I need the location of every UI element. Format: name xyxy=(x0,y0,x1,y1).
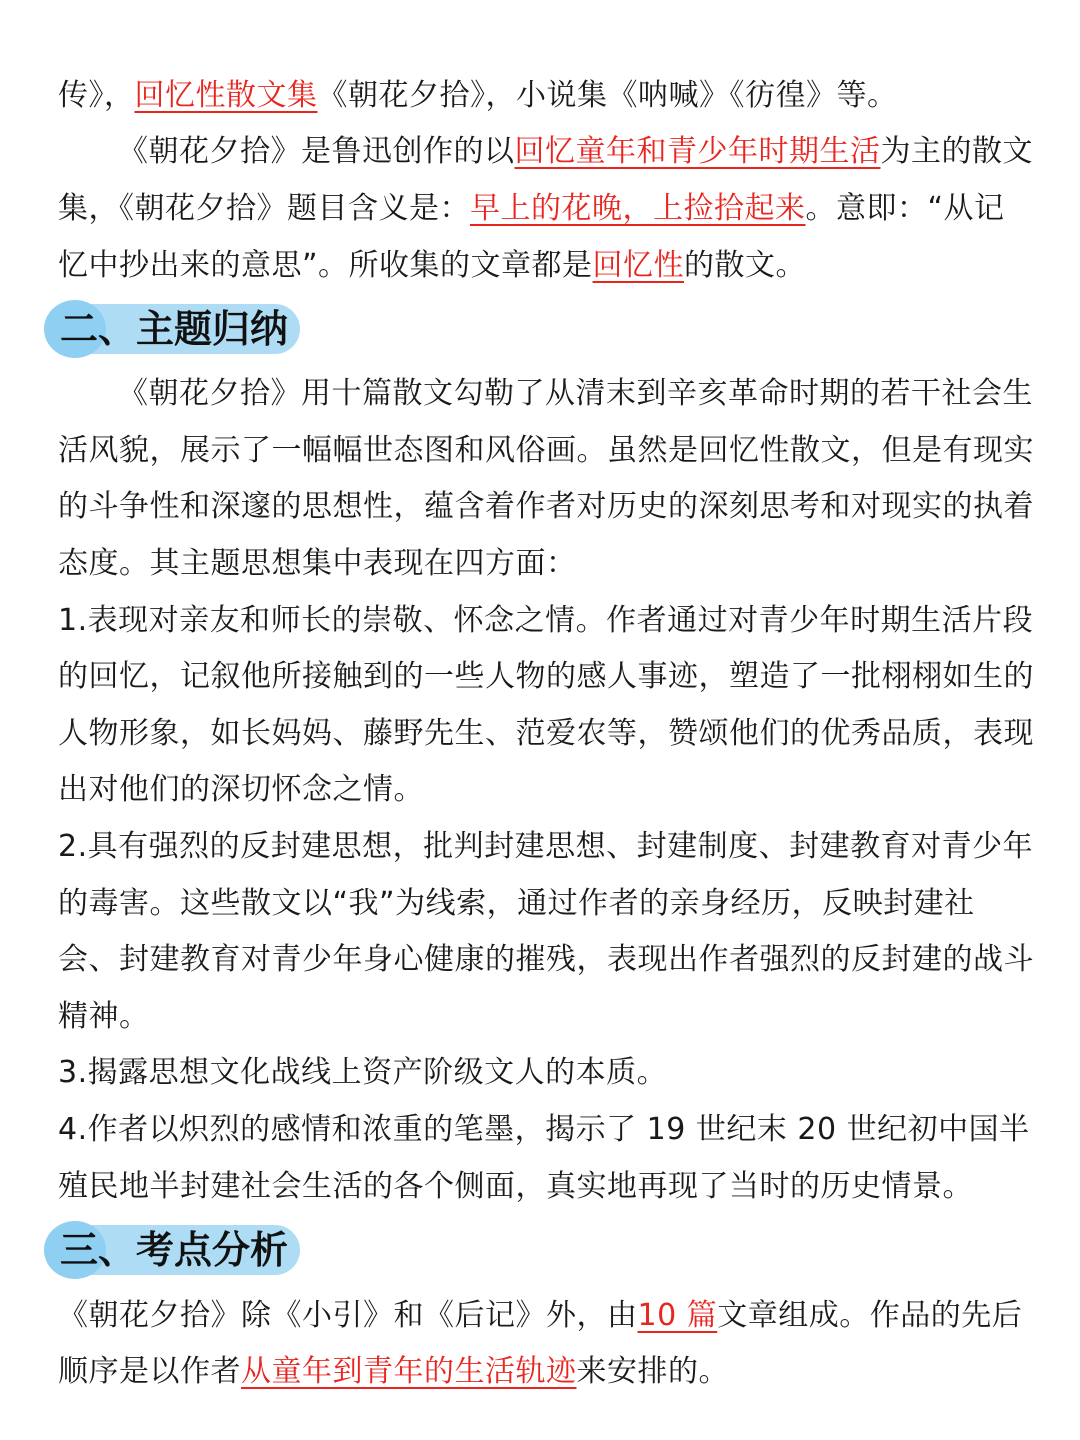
intro-line-4 xyxy=(58,246,1028,286)
body-line: 殖民地半封建社会生活的各个侧面，真实地再现了当时的历史情景。 xyxy=(58,1169,973,1204)
text-span: 《朝花夕拾》，小说集《呐喊》《彷徨》等。 xyxy=(317,78,898,113)
text-span: 顺序是以作者 xyxy=(58,1354,241,1389)
text-span: 。意即：“从记 xyxy=(805,191,1005,226)
section-title: 二、主题归纳 xyxy=(60,307,289,351)
intro-line-2 xyxy=(118,132,1033,172)
intro-line-3 xyxy=(58,189,1028,229)
body-line: 的毒害。这些散文以“我”为线索，通过作者的亲身经历，反映封建社 xyxy=(58,886,975,921)
text-span: 为主的散文 xyxy=(880,134,1033,169)
text-span: 文章组成。作品的先后 xyxy=(717,1298,1023,1333)
body-line: 3.揭露思想文化战线上资产阶级文人的本质。 xyxy=(58,1055,668,1090)
body-line: 精神。 xyxy=(58,999,150,1034)
text-span: 《朝花夕拾》除《小引》和《后记》外，由 xyxy=(58,1298,638,1333)
text-span: 忆中抄出来的意思”。所收集的文章都是 xyxy=(58,248,593,283)
body-line: 活风貌，展示了一幅幅世态图和风俗画。虽然是回忆性散文，但是有现实 xyxy=(58,433,1034,468)
body-line: 4.作者以炽烈的感情和浓重的笔墨，揭示了 19 世纪末 20 世纪初中国半 xyxy=(58,1112,1030,1147)
intro-line-1 xyxy=(58,76,1028,116)
body-line: 出对他们的深切怀念之情。 xyxy=(58,772,424,807)
highlight-text: 回忆童年和青少年时期生活 xyxy=(514,134,881,169)
highlight-text: 早上的花晚，上捡拾起来 xyxy=(470,191,806,226)
body-line: 人物形象，如长妈妈、藤野先生、范爱农等，赞颂他们的优秀品质，表现 xyxy=(58,716,1034,751)
text-span: 《朝花夕拾》是鲁迅创作的以 xyxy=(118,134,515,169)
text-span: 的散文。 xyxy=(684,248,807,283)
body-line: 《朝花夕拾》用十篇散文勾勒了从清末到辛亥革命时期的若干社会生 xyxy=(118,376,1033,411)
body-line: 态度。其主题思想集中表现在四方面： xyxy=(58,546,577,581)
highlight-text: 从童年到青年的生活轨迹 xyxy=(241,1354,577,1389)
highlight-text: 10 篇 xyxy=(637,1298,718,1333)
section-heading-themes xyxy=(50,300,300,358)
text-span: 来安排的。 xyxy=(576,1354,729,1389)
body-line: 1.表现对亲友和师长的崇敬、怀念之情。作者通过对青少年时期生活片段 xyxy=(58,603,1034,638)
highlight-text: 回忆性 xyxy=(592,248,685,283)
highlight-text: 回忆性散文集 xyxy=(134,78,318,113)
exam-line-1 xyxy=(58,1296,1028,1336)
text-span: 传》， xyxy=(58,78,135,113)
text-span: 集，《朝花夕拾》题目含义是： xyxy=(58,191,470,226)
section-heading-exam-points xyxy=(50,1221,300,1279)
body-line: 会、封建教育对青少年身心健康的摧残，表现出作者强烈的反封建的战斗 xyxy=(58,942,1034,977)
body-line: 的回忆，记叙他所接触到的一些人物的感人事迹，塑造了一批栩栩如生的 xyxy=(58,659,1034,694)
exam-line-2 xyxy=(58,1352,1028,1392)
body-line: 的斗争性和深邃的思想性，蕴含着作者对历史的深刻思考和对现实的执着 xyxy=(58,489,1034,524)
section-title: 三、考点分析 xyxy=(60,1228,289,1272)
body-line: 2.具有强烈的反封建思想，批判封建思想、封建制度、封建教育对青少年 xyxy=(58,829,1034,864)
